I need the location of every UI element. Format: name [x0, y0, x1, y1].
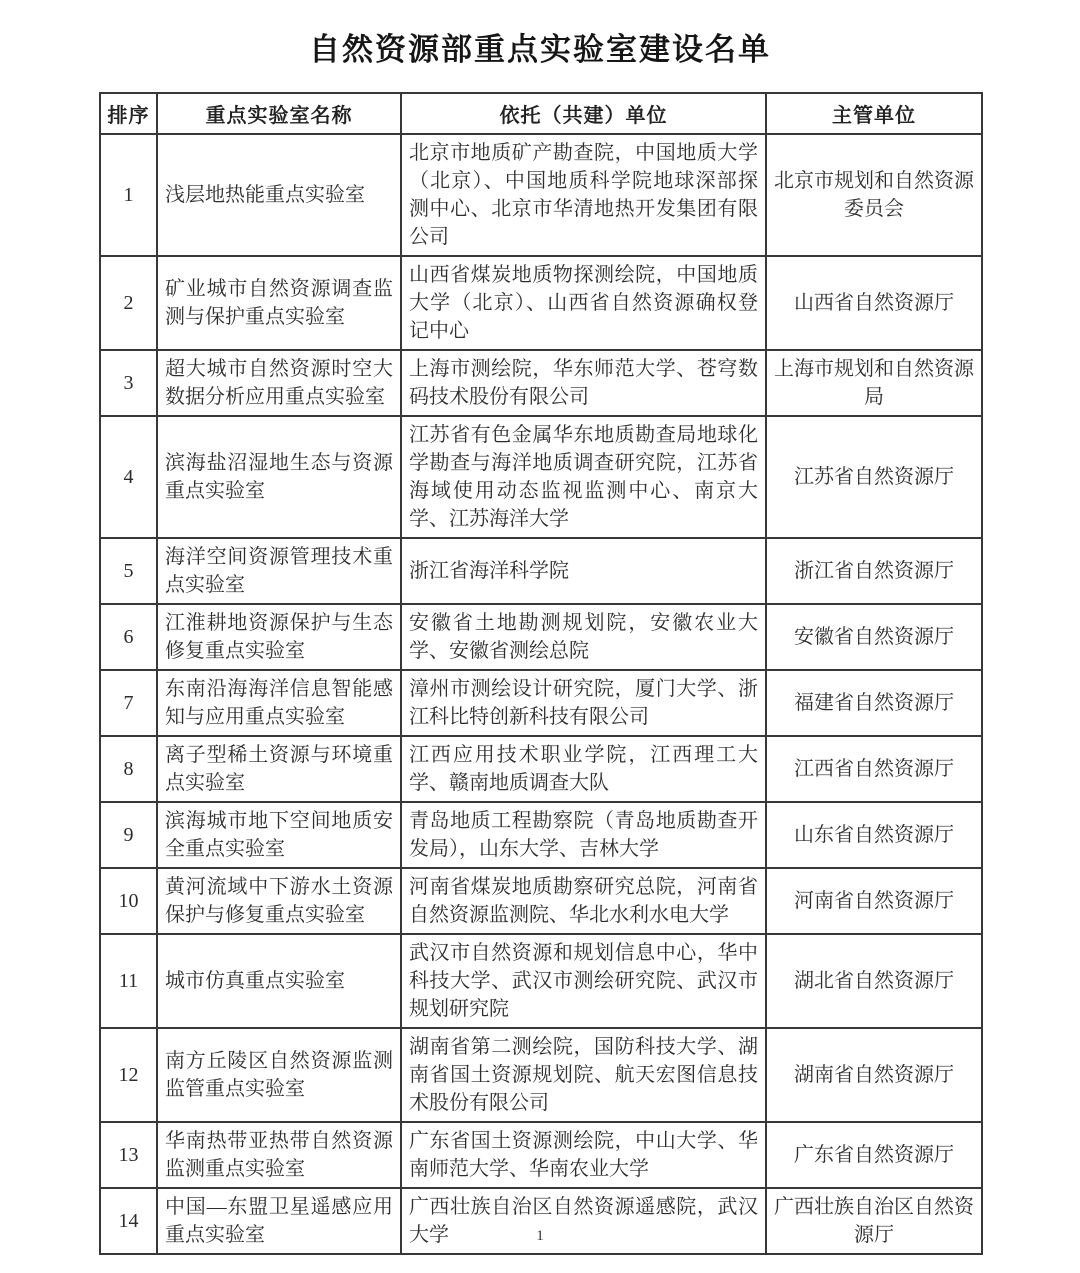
table-row [100, 736, 982, 802]
lab-name-cell: 离子型稀土资源与环境重点实验室 [157, 736, 401, 802]
table-row [100, 934, 982, 1028]
table-row [100, 868, 982, 934]
rank-cell: 7 [100, 670, 157, 736]
lab-name-cell: 中国—东盟卫星遥感应用重点实验室 [157, 1188, 401, 1254]
rank-cell: 1 [100, 134, 157, 256]
col-header-rank: 排序 [100, 93, 157, 134]
supervising-unit-cell: 安徽省自然资源厅 [766, 604, 982, 670]
table-row [100, 134, 982, 256]
lab-table-body [100, 134, 982, 1254]
rank-cell: 4 [100, 416, 157, 538]
lab-name-cell: 超大城市自然资源时空大数据分析应用重点实验室 [157, 350, 401, 416]
supporting-units-cell: 青岛地质工程勘察院（青岛地质勘查开发局），山东大学、吉林大学 [401, 802, 766, 868]
supervising-unit-cell: 山东省自然资源厅 [766, 802, 982, 868]
rank-cell: 5 [100, 538, 157, 604]
supporting-units-cell: 广东省国土资源测绘院，中山大学、华南师范大学、华南农业大学 [401, 1122, 766, 1188]
rank-cell: 2 [100, 256, 157, 350]
table-container [99, 92, 981, 1255]
supervising-unit-cell: 湖南省自然资源厅 [766, 1028, 982, 1122]
supervising-unit-cell: 浙江省自然资源厅 [766, 538, 982, 604]
rank-cell: 10 [100, 868, 157, 934]
lab-name-cell: 华南热带亚热带自然资源监测重点实验室 [157, 1122, 401, 1188]
rank-cell: 13 [100, 1122, 157, 1188]
table-row [100, 416, 982, 538]
lab-name-cell: 矿业城市自然资源调查监测与保护重点实验室 [157, 256, 401, 350]
lab-name-cell: 浅层地热能重点实验室 [157, 134, 401, 256]
table-row [100, 1122, 982, 1188]
lab-table [99, 92, 983, 1255]
supervising-unit-cell: 广东省自然资源厅 [766, 1122, 982, 1188]
supervising-unit-cell: 北京市规划和自然资源委员会 [766, 134, 982, 256]
supporting-units-cell: 湖南省第二测绘院，国防科技大学、湖南省国土资源规划院、航天宏图信息技术股份有限公司 [401, 1028, 766, 1122]
page-title: 自然资源部重点实验室建设名单 [309, 32, 771, 67]
table-header [100, 93, 982, 134]
supporting-units-cell: 河南省煤炭地质勘察研究总院，河南省自然资源监测院、华北水利水电大学 [401, 868, 766, 934]
supervising-unit-cell: 江西省自然资源厅 [766, 736, 982, 802]
header-row [100, 93, 982, 134]
col-header-supporting-units: 依托（共建）单位 [401, 93, 766, 134]
supporting-units-cell: 浙江省海洋科学院 [401, 538, 766, 604]
rank-cell: 14 [100, 1188, 157, 1254]
table-row [100, 1028, 982, 1122]
table-row [100, 802, 982, 868]
supporting-units-cell: 武汉市自然资源和规划信息中心，华中科技大学、武汉市测绘研究院、武汉市规划研究院 [401, 934, 766, 1028]
supporting-units-cell: 山西省煤炭地质物探测绘院，中国地质大学（北京）、山西省自然资源确权登记中心 [401, 256, 766, 350]
supervising-unit-cell: 山西省自然资源厅 [766, 256, 982, 350]
supervising-unit-cell: 湖北省自然资源厅 [766, 934, 982, 1028]
supervising-unit-cell: 上海市规划和自然资源局 [766, 350, 982, 416]
supporting-units-cell: 北京市地质矿产勘查院，中国地质大学（北京）、中国地质科学院地球深部探测中心、北京市华清地热开发集团有限公司 [401, 134, 766, 256]
lab-name-cell: 江淮耕地资源保护与生态修复重点实验室 [157, 604, 401, 670]
supporting-units-cell: 漳州市测绘设计研究院，厦门大学、浙江科比特创新科技有限公司 [401, 670, 766, 736]
supervising-unit-cell: 江苏省自然资源厅 [766, 416, 982, 538]
rank-cell: 9 [100, 802, 157, 868]
supervising-unit-cell: 河南省自然资源厅 [766, 868, 982, 934]
table-row [100, 350, 982, 416]
supporting-units-cell: 安徽省土地勘测规划院，安徽农业大学、安徽省测绘总院 [401, 604, 766, 670]
supporting-units-cell: 上海市测绘院，华东师范大学、苍穹数码技术股份有限公司 [401, 350, 766, 416]
rank-cell: 12 [100, 1028, 157, 1122]
supporting-units-cell: 江苏省有色金属华东地质勘查局地球化学勘查与海洋地质调查研究院，江苏省海域使用动态监视监测中心、南京大学、江苏海洋大学 [401, 416, 766, 538]
lab-name-cell: 南方丘陵区自然资源监测监管重点实验室 [157, 1028, 401, 1122]
rank-cell: 8 [100, 736, 157, 802]
lab-name-cell: 海洋空间资源管理技术重点实验室 [157, 538, 401, 604]
supporting-units-cell: 江西应用技术职业学院，江西理工大学、赣南地质调查大队 [401, 736, 766, 802]
table-row [100, 604, 982, 670]
lab-name-cell: 东南沿海海洋信息智能感知与应用重点实验室 [157, 670, 401, 736]
col-header-supervising-unit: 主管单位 [766, 93, 982, 134]
lab-name-cell: 黄河流域中下游水土资源保护与修复重点实验室 [157, 868, 401, 934]
table-row [100, 670, 982, 736]
rank-cell: 11 [100, 934, 157, 1028]
col-header-lab-name: 重点实验室名称 [157, 93, 401, 134]
rank-cell: 6 [100, 604, 157, 670]
page-number: 1 [536, 1228, 544, 1244]
supporting-units-cell: 广西壮族自治区自然资源遥感院，武汉大学 [401, 1188, 766, 1254]
table-row [100, 538, 982, 604]
lab-name-cell: 城市仿真重点实验室 [157, 934, 401, 1028]
table-row [100, 256, 982, 350]
lab-name-cell: 滨海城市地下空间地质安全重点实验室 [157, 802, 401, 868]
rank-cell: 3 [100, 350, 157, 416]
supervising-unit-cell: 福建省自然资源厅 [766, 670, 982, 736]
lab-name-cell: 滨海盐沼湿地生态与资源重点实验室 [157, 416, 401, 538]
supervising-unit-cell: 广西壮族自治区自然资源厅 [766, 1188, 982, 1254]
